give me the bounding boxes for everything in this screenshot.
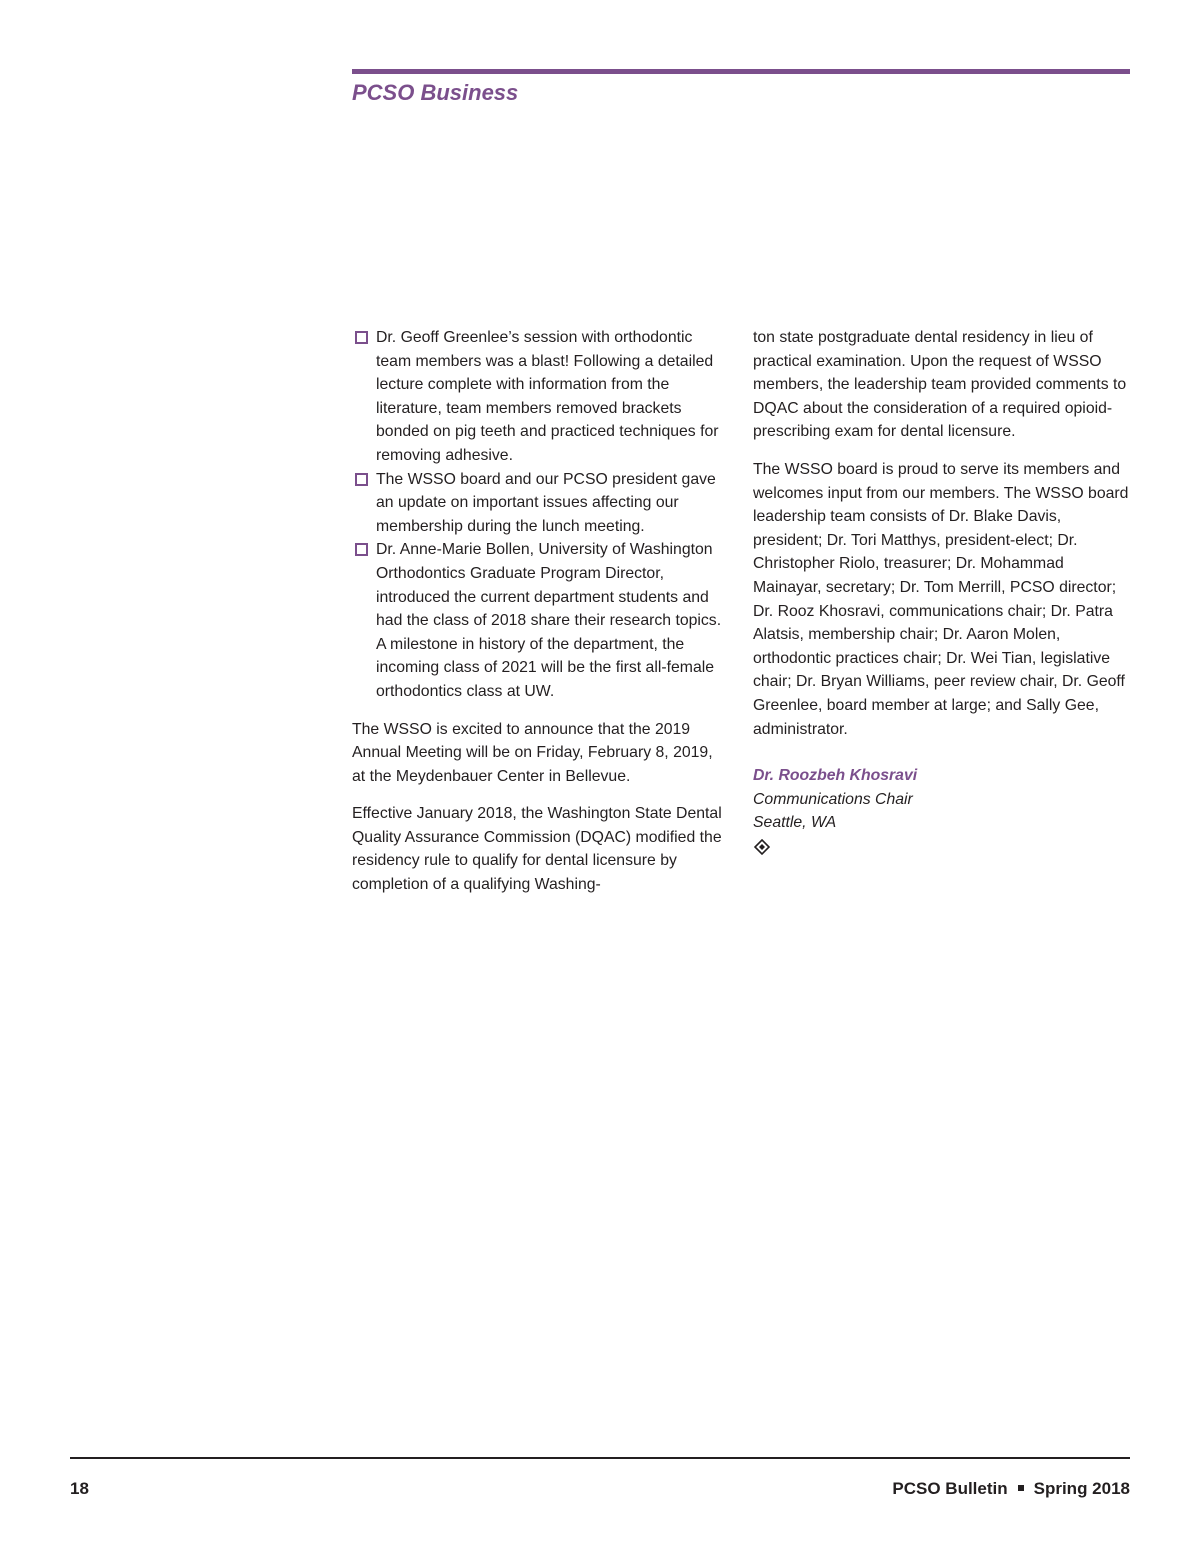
paragraph-annual-meeting: The WSSO is excited to announce that the 2019 Annual Meeting will be on Friday, February 8, 2019, at the Meydenbauer Center in Bellevue.	[352, 720, 713, 785]
paragraph-board: The WSSO board is proud to serve its members and welcomes input from our members. The WSSO board leadership team consists of Dr. Blake Davis, president; Dr. Tori Matthys, president-elect; Dr. Christopher Riolo, treasurer; Dr. Mohammad Mainayar, secretary; Dr. Tom Merrill, PCSO director; Dr. Rooz Khosravi, communications chair; Dr. Patra Alatsis, membership chair; Dr. Aaron Molen, orthodontic practices chair; Dr. Wei Tian, legislative chair; Dr. Bryan Williams, peer review chair, Dr. Geoff Greenlee, board member at large; and Sally Gee, administrator.	[753, 460, 1129, 738]
square-bullet-icon	[355, 331, 368, 344]
list-item	[352, 538, 730, 703]
square-separator-icon	[1018, 1485, 1024, 1491]
bullet-list	[352, 326, 730, 704]
list-item	[352, 326, 730, 468]
right-column	[753, 326, 1131, 855]
square-bullet-icon	[355, 473, 368, 486]
signature-block	[753, 764, 1131, 855]
paragraph-dqac-continued: ton state postgraduate dental residency in lieu of practical examination. Upon the request of WSSO members, the leadership team provided comments to DQAC about the consideration of a required opioid-prescribing exam for dental licensure.	[753, 329, 1127, 441]
publication-name: PCSO Bulletin	[892, 1479, 1008, 1498]
paragraph-dqac: Effective January 2018, the Washington State Dental Quality Assurance Commission (DQAC) modified the residency rule to qualify for dental licensure by completion of a qualifying Washing-	[352, 805, 722, 894]
signature-title: Communications Chair	[753, 790, 913, 808]
list-item-text: Dr. Geoff Greenlee’s session with orthodontic team members was a blast! Following a detailed lecture complete with information from the literature, team members removed brackets bonded on pig teeth and practiced techniques for removing adhesive.	[376, 329, 719, 464]
left-column	[352, 326, 730, 897]
signature-location: Seattle, WA	[753, 814, 837, 832]
page-number: 18	[70, 1479, 89, 1498]
list-item-text: The WSSO board and our PCSO president gave an update on important issues affecting our membership during the lunch meeting.	[376, 470, 716, 535]
footer-rule	[70, 1457, 1130, 1459]
header-rule	[352, 69, 1130, 74]
footer-publication-info	[892, 1479, 1130, 1499]
diamond-end-icon	[754, 839, 770, 855]
square-bullet-icon	[355, 543, 368, 556]
section-title: PCSO Business	[352, 80, 519, 105]
list-item-text: Dr. Anne-Marie Bollen, University of Washington Orthodontics Graduate Program Director, introduced the current department students and had the class of 2018 share their research topics. A milestone in history of the department, the incoming class of 2021 will be the first all-female orthodontics class at UW.	[376, 541, 722, 700]
issue-date: Spring 2018	[1033, 1479, 1130, 1498]
signature-name: Dr. Roozbeh Khosravi	[753, 767, 918, 785]
list-item	[352, 468, 730, 539]
